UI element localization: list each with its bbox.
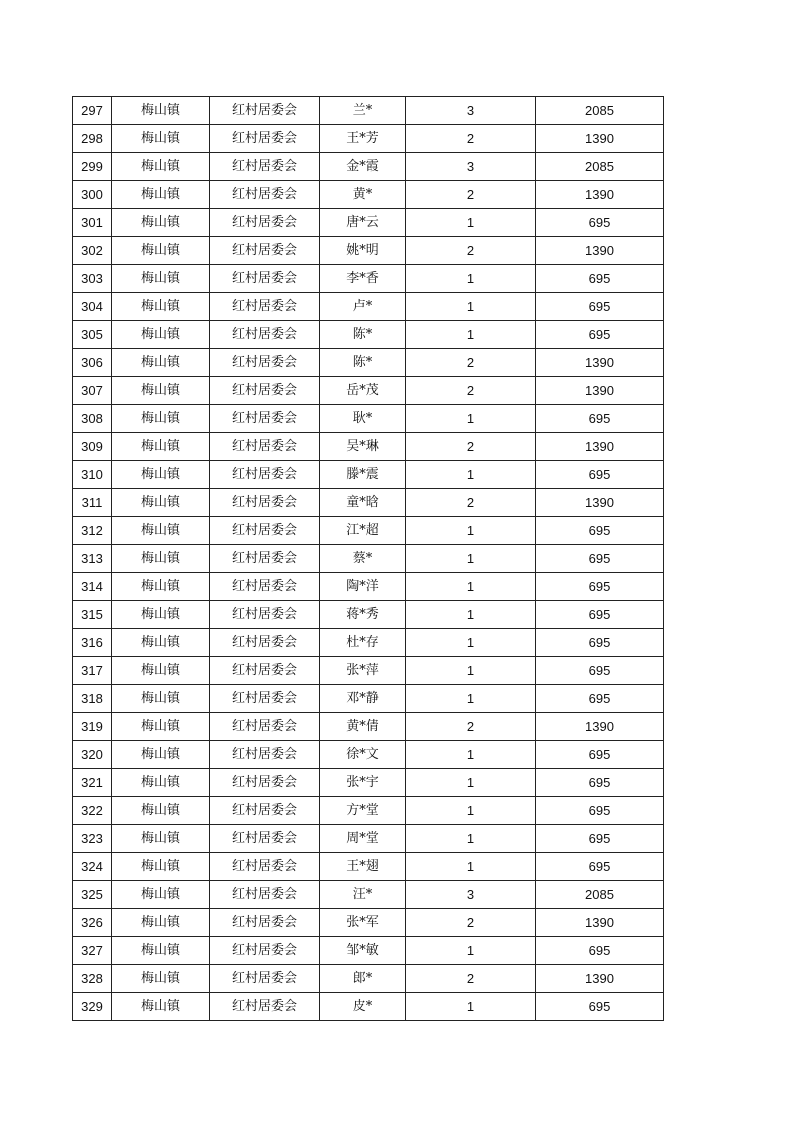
roster-body	[73, 97, 664, 1021]
committee-cell: 红村居委会	[210, 209, 320, 237]
amount-cell: 1390	[536, 489, 664, 517]
name-cell: 王*芳	[320, 125, 406, 153]
row-number: 299	[73, 153, 112, 181]
row-number: 305	[73, 321, 112, 349]
amount-cell: 695	[536, 321, 664, 349]
table-row	[73, 965, 664, 993]
table-row	[73, 461, 664, 489]
household-count-cell: 2	[406, 965, 536, 993]
household-count-cell: 1	[406, 685, 536, 713]
household-count-cell: 1	[406, 657, 536, 685]
committee-cell: 红村居委会	[210, 349, 320, 377]
name-cell: 蒋*秀	[320, 601, 406, 629]
row-number: 304	[73, 293, 112, 321]
committee-cell: 红村居委会	[210, 125, 320, 153]
row-number: 298	[73, 125, 112, 153]
amount-cell: 695	[536, 601, 664, 629]
committee-cell: 红村居委会	[210, 601, 320, 629]
committee-cell: 红村居委会	[210, 769, 320, 797]
table-row	[73, 349, 664, 377]
town-cell: 梅山镇	[112, 489, 210, 517]
town-cell: 梅山镇	[112, 125, 210, 153]
household-count-cell: 2	[406, 713, 536, 741]
town-cell: 梅山镇	[112, 517, 210, 545]
household-count-cell: 1	[406, 853, 536, 881]
name-cell: 张*萍	[320, 657, 406, 685]
table-row	[73, 993, 664, 1021]
household-count-cell: 1	[406, 461, 536, 489]
town-cell: 梅山镇	[112, 181, 210, 209]
committee-cell: 红村居委会	[210, 909, 320, 937]
committee-cell: 红村居委会	[210, 629, 320, 657]
name-cell: 邹*敏	[320, 937, 406, 965]
row-number: 326	[73, 909, 112, 937]
amount-cell: 695	[536, 993, 664, 1021]
committee-cell: 红村居委会	[210, 993, 320, 1021]
table-row	[73, 209, 664, 237]
table-row	[73, 937, 664, 965]
row-number: 328	[73, 965, 112, 993]
town-cell: 梅山镇	[112, 657, 210, 685]
name-cell: 邓*静	[320, 685, 406, 713]
town-cell: 梅山镇	[112, 237, 210, 265]
town-cell: 梅山镇	[112, 321, 210, 349]
row-number: 297	[73, 97, 112, 125]
household-count-cell: 1	[406, 321, 536, 349]
amount-cell: 1390	[536, 181, 664, 209]
town-cell: 梅山镇	[112, 993, 210, 1021]
name-cell: 陶*洋	[320, 573, 406, 601]
amount-cell: 695	[536, 685, 664, 713]
table-row	[73, 489, 664, 517]
amount-cell: 1390	[536, 909, 664, 937]
amount-cell: 1390	[536, 237, 664, 265]
household-count-cell: 2	[406, 377, 536, 405]
town-cell: 梅山镇	[112, 153, 210, 181]
row-number: 315	[73, 601, 112, 629]
committee-cell: 红村居委会	[210, 713, 320, 741]
row-number: 300	[73, 181, 112, 209]
row-number: 312	[73, 517, 112, 545]
amount-cell: 2085	[536, 153, 664, 181]
amount-cell: 1390	[536, 125, 664, 153]
row-number: 325	[73, 881, 112, 909]
town-cell: 梅山镇	[112, 769, 210, 797]
name-cell: 姚*明	[320, 237, 406, 265]
row-number: 316	[73, 629, 112, 657]
row-number: 306	[73, 349, 112, 377]
amount-cell: 1390	[536, 377, 664, 405]
household-count-cell: 2	[406, 489, 536, 517]
row-number: 324	[73, 853, 112, 881]
table-row	[73, 769, 664, 797]
committee-cell: 红村居委会	[210, 153, 320, 181]
name-cell: 郎*	[320, 965, 406, 993]
name-cell: 王*翅	[320, 853, 406, 881]
table-row	[73, 825, 664, 853]
town-cell: 梅山镇	[112, 433, 210, 461]
committee-cell: 红村居委会	[210, 433, 320, 461]
household-count-cell: 1	[406, 797, 536, 825]
town-cell: 梅山镇	[112, 97, 210, 125]
committee-cell: 红村居委会	[210, 489, 320, 517]
table-row	[73, 629, 664, 657]
name-cell: 周*堂	[320, 825, 406, 853]
committee-cell: 红村居委会	[210, 573, 320, 601]
town-cell: 梅山镇	[112, 629, 210, 657]
row-number: 322	[73, 797, 112, 825]
row-number: 317	[73, 657, 112, 685]
name-cell: 陈*	[320, 349, 406, 377]
table-row	[73, 741, 664, 769]
amount-cell: 695	[536, 629, 664, 657]
town-cell: 梅山镇	[112, 853, 210, 881]
committee-cell: 红村居委会	[210, 965, 320, 993]
household-count-cell: 1	[406, 293, 536, 321]
table-row	[73, 881, 664, 909]
household-count-cell: 1	[406, 545, 536, 573]
amount-cell: 695	[536, 937, 664, 965]
town-cell: 梅山镇	[112, 405, 210, 433]
table-row	[73, 909, 664, 937]
household-count-cell: 1	[406, 265, 536, 293]
row-number: 308	[73, 405, 112, 433]
row-number: 311	[73, 489, 112, 517]
town-cell: 梅山镇	[112, 349, 210, 377]
town-cell: 梅山镇	[112, 601, 210, 629]
row-number: 314	[73, 573, 112, 601]
name-cell: 滕*震	[320, 461, 406, 489]
table-row	[73, 293, 664, 321]
name-cell: 黄*倩	[320, 713, 406, 741]
amount-cell: 695	[536, 517, 664, 545]
amount-cell: 695	[536, 853, 664, 881]
row-number: 318	[73, 685, 112, 713]
table-row	[73, 713, 664, 741]
table-row	[73, 153, 664, 181]
row-number: 302	[73, 237, 112, 265]
household-count-cell: 2	[406, 909, 536, 937]
household-count-cell: 1	[406, 993, 536, 1021]
household-count-cell: 1	[406, 937, 536, 965]
town-cell: 梅山镇	[112, 685, 210, 713]
name-cell: 金*霞	[320, 153, 406, 181]
household-count-cell: 1	[406, 601, 536, 629]
town-cell: 梅山镇	[112, 825, 210, 853]
amount-cell: 695	[536, 657, 664, 685]
table-row	[73, 573, 664, 601]
committee-cell: 红村居委会	[210, 405, 320, 433]
town-cell: 梅山镇	[112, 965, 210, 993]
committee-cell: 红村居委会	[210, 461, 320, 489]
committee-cell: 红村居委会	[210, 853, 320, 881]
table-row	[73, 433, 664, 461]
town-cell: 梅山镇	[112, 741, 210, 769]
amount-cell: 695	[536, 573, 664, 601]
table-row	[73, 181, 664, 209]
name-cell: 吴*琳	[320, 433, 406, 461]
name-cell: 兰*	[320, 97, 406, 125]
committee-cell: 红村居委会	[210, 517, 320, 545]
household-count-cell: 3	[406, 881, 536, 909]
household-count-cell: 1	[406, 825, 536, 853]
household-count-cell: 2	[406, 125, 536, 153]
committee-cell: 红村居委会	[210, 937, 320, 965]
committee-cell: 红村居委会	[210, 181, 320, 209]
table-row	[73, 97, 664, 125]
name-cell: 徐*文	[320, 741, 406, 769]
committee-cell: 红村居委会	[210, 881, 320, 909]
amount-cell: 695	[536, 545, 664, 573]
table-row	[73, 265, 664, 293]
town-cell: 梅山镇	[112, 377, 210, 405]
roster-table	[72, 96, 664, 1021]
household-count-cell: 3	[406, 153, 536, 181]
name-cell: 蔡*	[320, 545, 406, 573]
town-cell: 梅山镇	[112, 545, 210, 573]
town-cell: 梅山镇	[112, 909, 210, 937]
table-row	[73, 517, 664, 545]
table-row	[73, 405, 664, 433]
committee-cell: 红村居委会	[210, 97, 320, 125]
amount-cell: 1390	[536, 349, 664, 377]
name-cell: 张*宇	[320, 769, 406, 797]
name-cell: 汪*	[320, 881, 406, 909]
town-cell: 梅山镇	[112, 881, 210, 909]
name-cell: 童*晗	[320, 489, 406, 517]
household-count-cell: 1	[406, 209, 536, 237]
town-cell: 梅山镇	[112, 937, 210, 965]
name-cell: 黄*	[320, 181, 406, 209]
amount-cell: 695	[536, 265, 664, 293]
row-number: 319	[73, 713, 112, 741]
amount-cell: 1390	[536, 713, 664, 741]
amount-cell: 695	[536, 293, 664, 321]
town-cell: 梅山镇	[112, 461, 210, 489]
household-count-cell: 1	[406, 573, 536, 601]
amount-cell: 2085	[536, 97, 664, 125]
committee-cell: 红村居委会	[210, 265, 320, 293]
committee-cell: 红村居委会	[210, 545, 320, 573]
name-cell: 卢*	[320, 293, 406, 321]
amount-cell: 695	[536, 741, 664, 769]
table-row	[73, 377, 664, 405]
town-cell: 梅山镇	[112, 713, 210, 741]
table-row	[73, 853, 664, 881]
committee-cell: 红村居委会	[210, 377, 320, 405]
amount-cell: 695	[536, 769, 664, 797]
household-count-cell: 2	[406, 433, 536, 461]
household-count-cell: 1	[406, 629, 536, 657]
table-row	[73, 125, 664, 153]
household-count-cell: 1	[406, 517, 536, 545]
amount-cell: 695	[536, 209, 664, 237]
table-row	[73, 601, 664, 629]
row-number: 303	[73, 265, 112, 293]
household-count-cell: 2	[406, 349, 536, 377]
row-number: 329	[73, 993, 112, 1021]
row-number: 327	[73, 937, 112, 965]
table-row	[73, 685, 664, 713]
row-number: 309	[73, 433, 112, 461]
name-cell: 方*堂	[320, 797, 406, 825]
committee-cell: 红村居委会	[210, 657, 320, 685]
row-number: 323	[73, 825, 112, 853]
row-number: 320	[73, 741, 112, 769]
name-cell: 耿*	[320, 405, 406, 433]
town-cell: 梅山镇	[112, 293, 210, 321]
town-cell: 梅山镇	[112, 265, 210, 293]
name-cell: 皮*	[320, 993, 406, 1021]
committee-cell: 红村居委会	[210, 237, 320, 265]
amount-cell: 695	[536, 797, 664, 825]
household-count-cell: 2	[406, 237, 536, 265]
amount-cell: 2085	[536, 881, 664, 909]
household-count-cell: 2	[406, 181, 536, 209]
household-count-cell: 3	[406, 97, 536, 125]
town-cell: 梅山镇	[112, 797, 210, 825]
town-cell: 梅山镇	[112, 573, 210, 601]
table-row	[73, 545, 664, 573]
table-row	[73, 797, 664, 825]
committee-cell: 红村居委会	[210, 825, 320, 853]
committee-cell: 红村居委会	[210, 321, 320, 349]
table-row	[73, 237, 664, 265]
name-cell: 唐*云	[320, 209, 406, 237]
amount-cell: 695	[536, 405, 664, 433]
amount-cell: 695	[536, 461, 664, 489]
row-number: 313	[73, 545, 112, 573]
name-cell: 岳*茂	[320, 377, 406, 405]
name-cell: 张*军	[320, 909, 406, 937]
name-cell: 李*香	[320, 265, 406, 293]
household-count-cell: 1	[406, 741, 536, 769]
committee-cell: 红村居委会	[210, 685, 320, 713]
row-number: 310	[73, 461, 112, 489]
amount-cell: 1390	[536, 433, 664, 461]
amount-cell: 1390	[536, 965, 664, 993]
table-row	[73, 657, 664, 685]
household-count-cell: 1	[406, 405, 536, 433]
committee-cell: 红村居委会	[210, 797, 320, 825]
row-number: 321	[73, 769, 112, 797]
name-cell: 杜*存	[320, 629, 406, 657]
town-cell: 梅山镇	[112, 209, 210, 237]
committee-cell: 红村居委会	[210, 293, 320, 321]
table-row	[73, 321, 664, 349]
row-number: 301	[73, 209, 112, 237]
row-number: 307	[73, 377, 112, 405]
household-count-cell: 1	[406, 769, 536, 797]
amount-cell: 695	[536, 825, 664, 853]
name-cell: 江*超	[320, 517, 406, 545]
name-cell: 陈*	[320, 321, 406, 349]
committee-cell: 红村居委会	[210, 741, 320, 769]
